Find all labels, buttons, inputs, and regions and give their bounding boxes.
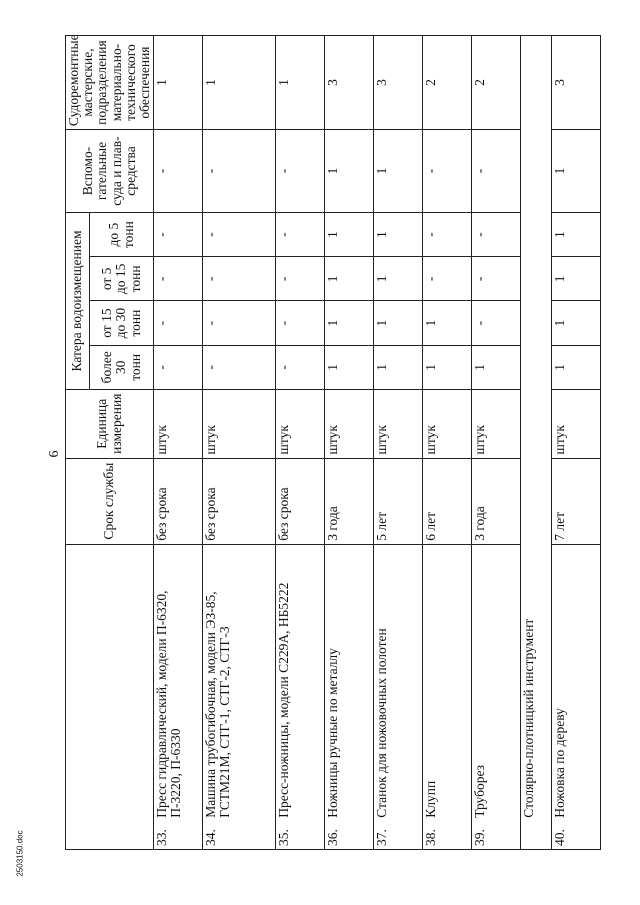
table-row: [552, 36, 601, 850]
cell-from15to30: 1: [552, 301, 601, 345]
header-15-30: от 15 до 30 тонн: [90, 301, 154, 345]
row-item-name: Ножницы ручные по металлу: [325, 544, 374, 820]
row-number: 39.: [472, 821, 521, 850]
cell-term: без срока: [154, 458, 203, 544]
cell-term: 6 лет: [423, 458, 472, 544]
cell-aux: 1: [552, 130, 601, 213]
row-number: 40.: [552, 821, 601, 850]
cell-from5to15: -: [154, 257, 203, 301]
table-row: [325, 36, 374, 850]
cell-aux: -: [154, 130, 203, 213]
cell-upto5: -: [423, 213, 472, 257]
header-unit: Единица измерения: [66, 389, 154, 458]
cell-term: 5 лет: [374, 458, 423, 544]
cell-over30: -: [203, 345, 276, 389]
cell-shops: 3: [552, 36, 601, 130]
cell-unit: штук: [154, 389, 203, 458]
cell-from5to15: 1: [325, 257, 374, 301]
page-number: 6: [47, 450, 62, 458]
header-term: Срок службы: [66, 458, 154, 544]
header-upto5: до 5 тонн: [90, 213, 154, 257]
cell-over30: 1: [325, 345, 374, 389]
cell-over30: 1: [472, 345, 521, 389]
header-name: [66, 544, 154, 820]
cell-aux: -: [472, 130, 521, 213]
cell-from5to15: 1: [374, 257, 423, 301]
cell-upto5: 1: [374, 213, 423, 257]
header-aux: Вспомо-гательные суда и плав-средства: [66, 130, 154, 213]
row-number: 34.: [203, 821, 276, 850]
cell-shops: 2: [472, 36, 521, 130]
cell-over30: -: [276, 345, 325, 389]
table-row: [203, 36, 276, 850]
cell-aux: -: [276, 130, 325, 213]
header-number: [66, 821, 154, 850]
row-item-name: Машина трубогибочная, модели ЭЗ-85, ГСТМ21М, СТГ-1, СТГ-2, СТГ-3: [203, 544, 276, 820]
cell-from5to15: -: [472, 257, 521, 301]
table-row: [276, 36, 325, 850]
cell-from15to30: -: [472, 301, 521, 345]
cell-from15to30: -: [154, 301, 203, 345]
cell-from15to30: -: [276, 301, 325, 345]
cell-from15to30: 1: [423, 301, 472, 345]
cell-aux: -: [423, 130, 472, 213]
equipment-table: [65, 35, 601, 850]
cell-aux: 1: [325, 130, 374, 213]
cell-term: без срока: [203, 458, 276, 544]
row-item-name: Клупп: [423, 544, 472, 820]
cell-unit: штук: [325, 389, 374, 458]
cell-term: без срока: [276, 458, 325, 544]
cell-from15to30: -: [203, 301, 276, 345]
cell-shops: 3: [325, 36, 374, 130]
row-number: 37.: [374, 821, 423, 850]
table-row: [374, 36, 423, 850]
cell-upto5: -: [154, 213, 203, 257]
cell-unit: штук: [374, 389, 423, 458]
cell-shops: 1: [203, 36, 276, 130]
cell-upto5: -: [276, 213, 325, 257]
cell-aux: 1: [374, 130, 423, 213]
row-item-name: Пресс-ножницы, модели С229А, НБ5222: [276, 544, 325, 820]
cell-upto5: 1: [325, 213, 374, 257]
section-title: Столярно-плотницкий инструмент: [521, 36, 552, 821]
row-number: 36.: [325, 821, 374, 850]
cell-upto5: 1: [552, 213, 601, 257]
section-row: [521, 36, 552, 850]
cell-unit: штук: [203, 389, 276, 458]
table-row: [423, 36, 472, 850]
cell-unit: штук: [552, 389, 601, 458]
cell-term: 3 года: [325, 458, 374, 544]
row-number: 38.: [423, 821, 472, 850]
header-over30: более 30 тонн: [90, 345, 154, 389]
cell-shops: 1: [154, 36, 203, 130]
cell-term: 3 года: [472, 458, 521, 544]
cell-from5to15: -: [423, 257, 472, 301]
table-row: [472, 36, 521, 850]
header-boats-group: Катера водоизмещением: [66, 213, 90, 390]
header-shops: Судоремонтные мастерские, подразделения материально-технического обеспечения: [66, 36, 154, 130]
cell-shops: 2: [423, 36, 472, 130]
cell-from15to30: 1: [374, 301, 423, 345]
row-item-name: Ножовка по дереву: [552, 544, 601, 820]
table-row: [154, 36, 203, 850]
cell-over30: 1: [374, 345, 423, 389]
row-item-name: Станок для ножовочных полотен: [374, 544, 423, 820]
cell-term: 7 лет: [552, 458, 601, 544]
cell-from5to15: 1: [552, 257, 601, 301]
cell-over30: 1: [552, 345, 601, 389]
cell-over30: 1: [423, 345, 472, 389]
cell-from5to15: -: [203, 257, 276, 301]
cell-upto5: -: [203, 213, 276, 257]
cell-unit: штук: [423, 389, 472, 458]
cell-from5to15: -: [276, 257, 325, 301]
cell-aux: -: [203, 130, 276, 213]
cell-over30: -: [154, 345, 203, 389]
cell-unit: штук: [472, 389, 521, 458]
cell-from15to30: 1: [325, 301, 374, 345]
footer-code: 2503150.doc: [15, 830, 25, 877]
header-5-15: от 5 до 15 тонн: [90, 257, 154, 301]
rotated-table-container: [65, 35, 575, 850]
section-number-cell: [521, 821, 552, 850]
cell-shops: 3: [374, 36, 423, 130]
cell-shops: 1: [276, 36, 325, 130]
cell-unit: штук: [276, 389, 325, 458]
row-number: 33.: [154, 821, 203, 850]
row-number: 35.: [276, 821, 325, 850]
cell-upto5: -: [472, 213, 521, 257]
row-item-name: Труборез: [472, 544, 521, 820]
row-item-name: Пресс гидравлический, модели П-6320, П-3220, П-6330: [154, 544, 203, 820]
